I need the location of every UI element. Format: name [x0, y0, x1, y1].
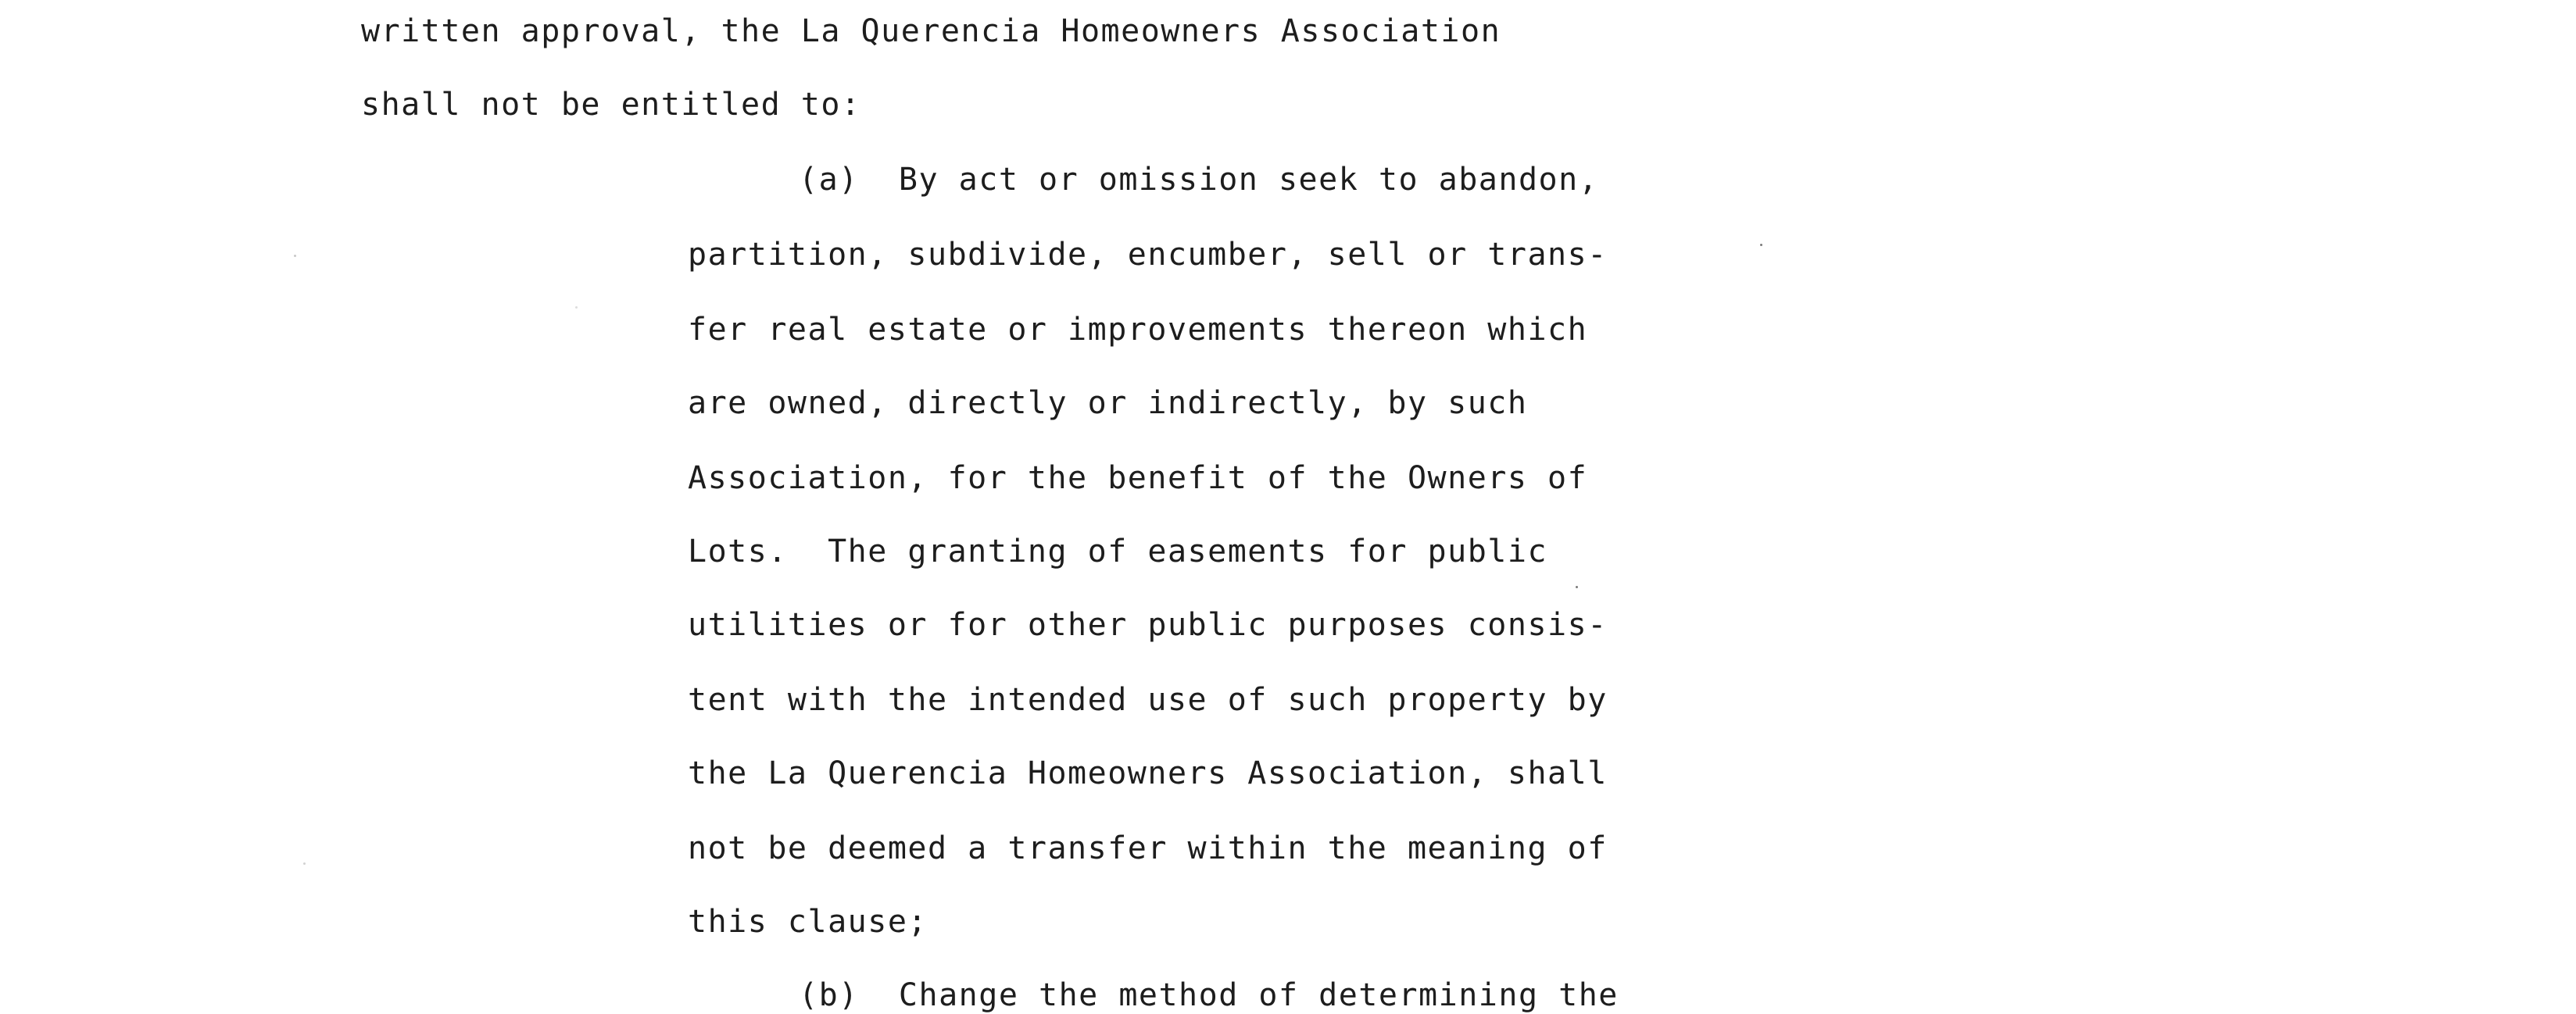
intro-line-1: written approval, the La Querencia Homeowners Association	[361, 13, 1501, 49]
clause-a-line-9: the La Querencia Homeowners Association, shall	[688, 755, 1608, 791]
clause-b-line-1: (b) Change the method of determining the	[799, 977, 1619, 1013]
clause-a-line-5: Association, for the benefit of the Owners of	[688, 460, 1588, 496]
clause-a-line-3: fer real estate or improvements thereon which	[688, 312, 1588, 348]
scan-speck	[294, 255, 296, 257]
clause-a-line-11: this clause;	[688, 904, 928, 940]
scan-speck	[575, 306, 578, 309]
clause-a-line-6: Lots. The granting of easements for public	[688, 534, 1548, 569]
clause-a-line-4: are owned, directly or indirectly, by such	[688, 385, 1528, 421]
scan-speck	[1576, 586, 1578, 588]
scan-speck	[303, 862, 306, 865]
intro-line-2: shall not be entitled to:	[361, 87, 861, 123]
clause-a-line-10: not be deemed a transfer within the meaning of	[688, 830, 1608, 866]
clause-a-line-8: tent with the intended use of such property by	[688, 682, 1608, 718]
clause-a-line-2: partition, subdivide, encumber, sell or trans-	[688, 237, 1608, 273]
clause-a-line-7: utilities or for other public purposes consis-	[688, 607, 1608, 643]
scan-speck	[1760, 244, 1762, 246]
clause-a-line-1: (a) By act or omission seek to abandon,	[799, 162, 1599, 198]
